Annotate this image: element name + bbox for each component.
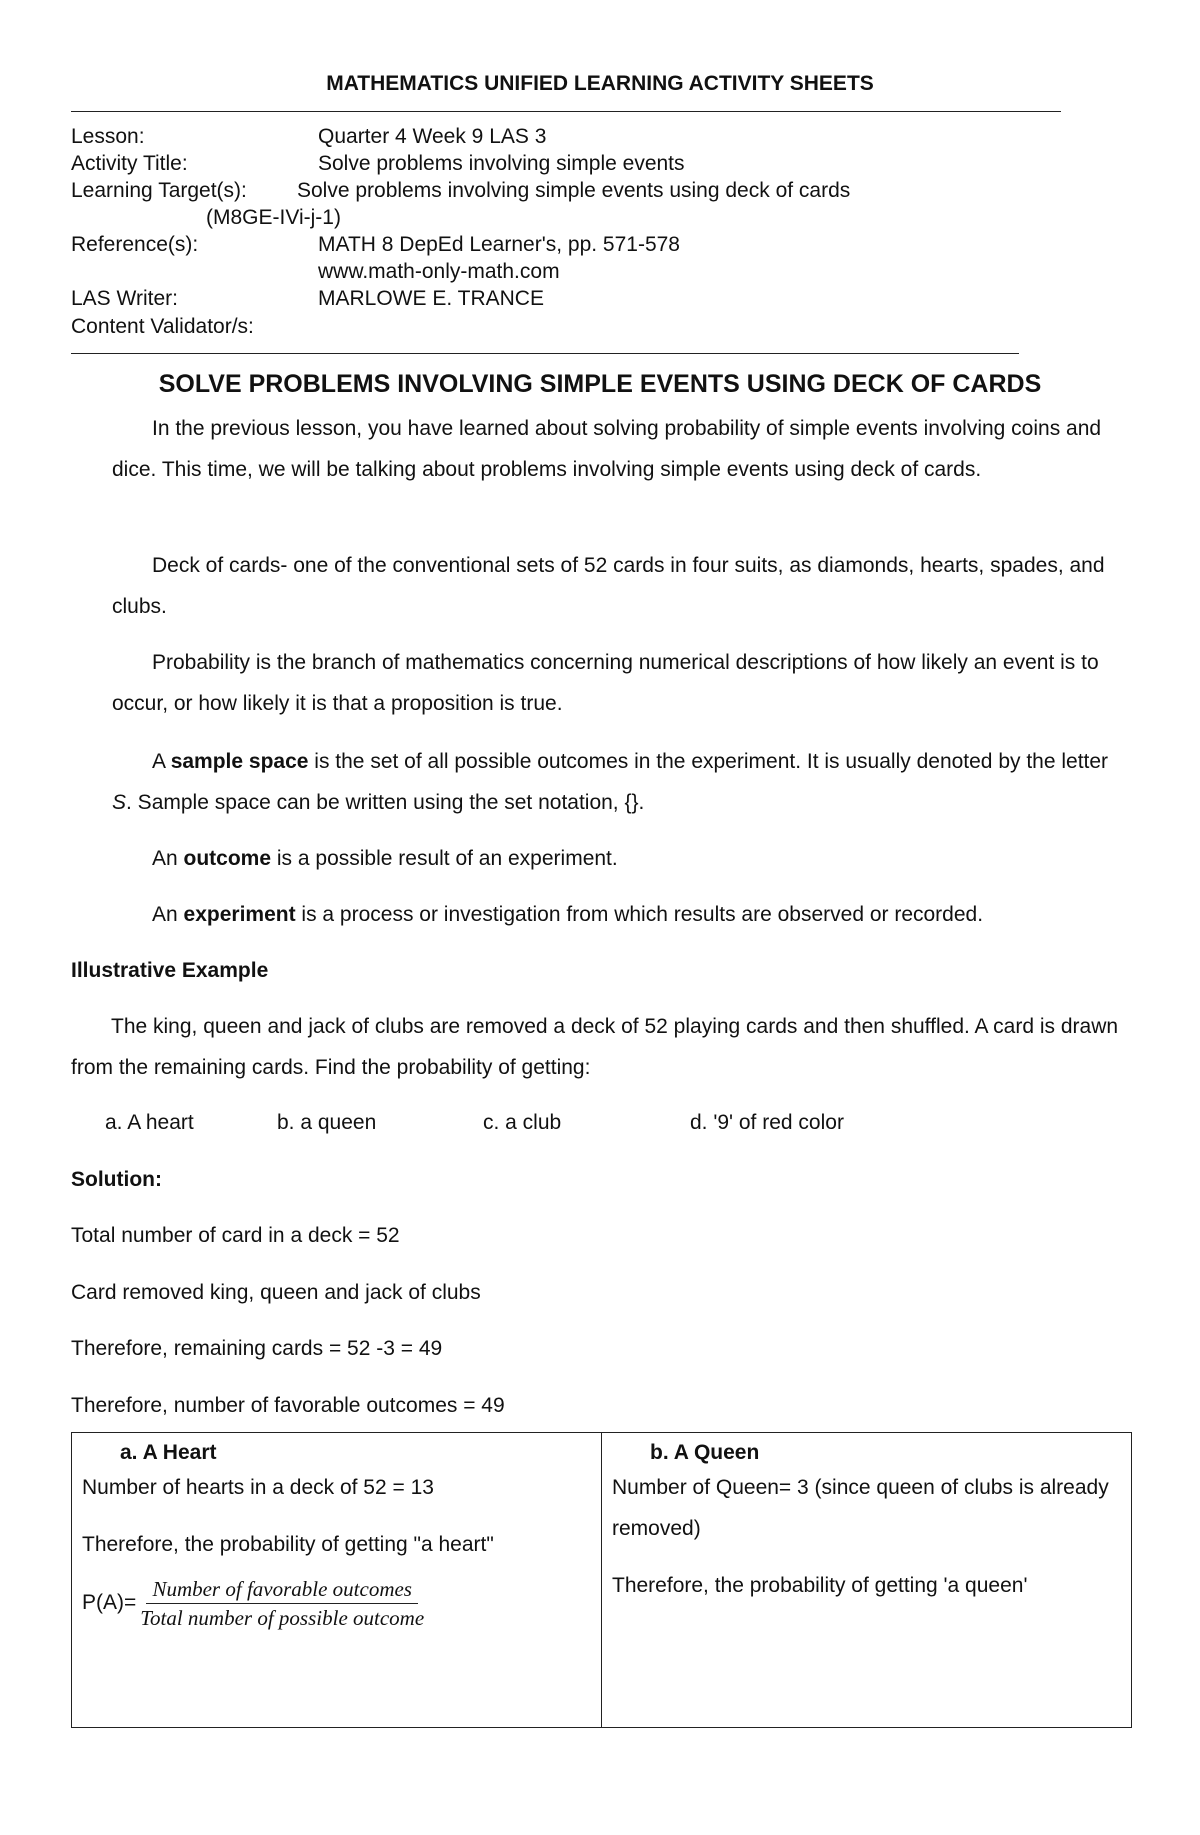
example-text: The king, queen and jack of clubs are removed a deck of 52 playing cards and then shuffled. A card is drawn from the remaining cards. Find the probability of getting: — [71, 1015, 1119, 1079]
heart-formula — [82, 1575, 591, 1632]
outcome-term: outcome — [183, 847, 272, 870]
sample-space-mid: is the set of all possible outcomes in the experiment. It is usually denoted by the letter — [308, 750, 1109, 773]
meta-target-value: Solve problems involving simple events using deck of cards — [297, 179, 851, 202]
probability-definition-paragraph — [112, 642, 1132, 724]
solution-line-favorable: Therefore, number of favorable outcomes = 49 — [71, 1394, 505, 1417]
experiment-pre: An — [152, 903, 184, 926]
meta-reference-value-1: MATH 8 DepEd Learner's, pp. 571-578 — [318, 233, 680, 256]
heart-count-line: Number of hearts in a deck of 52 = 13 — [82, 1476, 434, 1499]
queen-cell — [602, 1433, 1132, 1728]
heart-cell-heading: a. A Heart — [120, 1441, 217, 1464]
option-c: c. a club — [483, 1111, 562, 1134]
example-paragraph — [71, 1006, 1121, 1088]
fraction-denominator: Total number of possible outcome — [140, 1606, 425, 1630]
solution-heading: Solution: — [71, 1168, 162, 1191]
lesson-title: SOLVE PROBLEMS INVOLVING SIMPLE EVENTS USING DECK OF CARDS — [158, 370, 1042, 398]
meta-activity-value: Solve problems involving simple events — [318, 152, 685, 175]
probability-definition-text: Probability is the branch of mathematics concerning numerical descriptions of how likely an event is to occur, or how likely it is that a proposition is true. — [112, 651, 1099, 715]
sample-space-post: . Sample space can be written using the set notation, {}. — [126, 791, 645, 814]
sample-space-paragraph — [112, 741, 1132, 823]
outcome-paragraph — [112, 838, 1132, 879]
example-heading: Illustrative Example — [71, 959, 269, 982]
meta-reference-value-2: www.math-only-math.com — [318, 260, 560, 283]
intro-paragraph — [112, 408, 1132, 490]
meta-validator-label: Content Validator/s: — [71, 315, 254, 338]
solution-line-remaining: Therefore, remaining cards = 52 -3 = 49 — [71, 1337, 443, 1360]
sample-space-term: sample space — [170, 750, 309, 773]
option-b: b. a queen — [277, 1111, 377, 1134]
experiment-term: experiment — [183, 903, 296, 926]
experiment-paragraph — [112, 894, 1132, 935]
solution-table — [71, 1432, 1132, 1728]
solution-line-total: Total number of card in a deck = 52 — [71, 1224, 400, 1247]
solution-line-removed: Card removed king, queen and jack of clubs — [71, 1281, 481, 1304]
deck-definition-paragraph — [112, 545, 1132, 627]
meta-writer-label: LAS Writer: — [71, 287, 178, 310]
option-a: a. A heart — [105, 1111, 194, 1134]
header-divider — [71, 111, 1061, 112]
fraction-numerator: Number of favorable outcomes — [146, 1575, 418, 1604]
meta-lesson-value: Quarter 4 Week 9 LAS 3 — [318, 125, 547, 148]
meta-lesson-label: Lesson: — [71, 125, 145, 148]
document-header-title: MATHEMATICS UNIFIED LEARNING ACTIVITY SHEETS — [326, 72, 874, 95]
queen-cell-heading: b. A Queen — [650, 1441, 760, 1464]
queen-probability-line: Therefore, the probability of getting 'a queen' — [612, 1574, 1028, 1597]
queen-count-line: Number of Queen= 3 (since queen of clubs is already removed) — [612, 1476, 1109, 1540]
meta-target-label: Learning Target(s): — [71, 179, 247, 202]
heart-probability-line: Therefore, the probability of getting "a heart" — [82, 1533, 494, 1556]
experiment-post: is a process or investigation from which results are observed or recorded. — [295, 903, 984, 926]
meta-activity-label: Activity Title: — [71, 152, 188, 175]
meta-writer-value: MARLOWE E. TRANCE — [318, 287, 544, 310]
sample-space-pre: A — [152, 750, 171, 773]
heart-cell — [72, 1433, 602, 1728]
outcome-post: is a possible result of an experiment. — [271, 847, 618, 870]
meta-reference-label: Reference(s): — [71, 233, 199, 256]
sample-space-variable: S — [112, 791, 127, 814]
outcome-pre: An — [152, 847, 184, 870]
option-d: d. '9' of red color — [690, 1111, 844, 1134]
heart-formula-lhs: P(A)= — [82, 1591, 137, 1615]
deck-definition-text: Deck of cards- one of the conventional sets of 52 cards in four suits, as diamonds, hearts, spades, and clubs. — [112, 554, 1105, 618]
intro-text: In the previous lesson, you have learned about solving probability of simple events involving coins and dice. This time, we will be talking about problems involving simple events using deck of cards. — [112, 417, 1102, 481]
probability-fraction — [140, 1575, 424, 1632]
meta-target-code: (M8GE-IVi-j-1) — [206, 206, 341, 229]
meta-divider — [71, 353, 1019, 354]
